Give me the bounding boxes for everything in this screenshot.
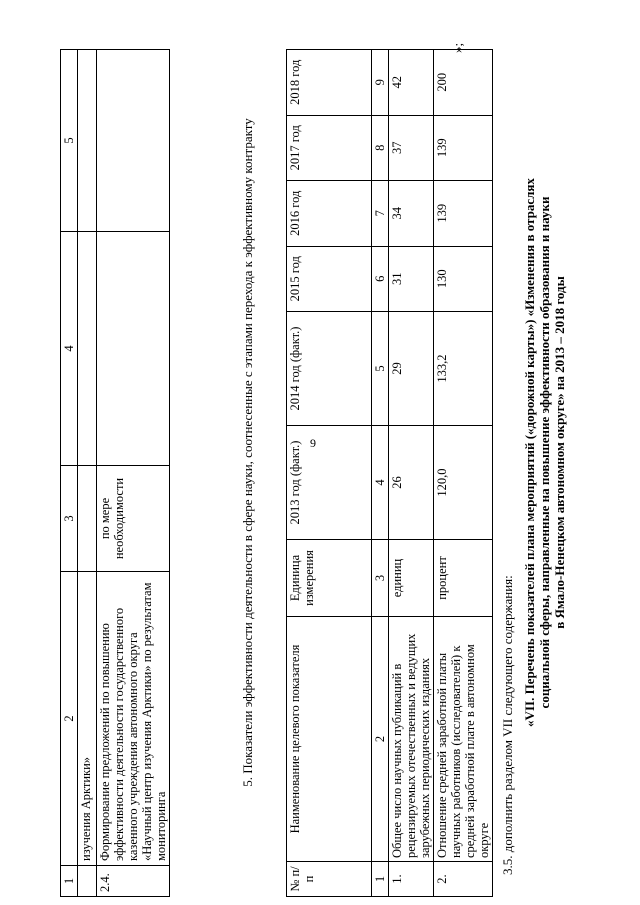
value-2018: 42	[389, 50, 434, 116]
col-number: 9	[372, 50, 389, 116]
cell-empty	[78, 866, 97, 897]
table-row	[97, 50, 170, 897]
section-vii-heading	[522, 0, 567, 905]
col-header-2018: 2018 год	[287, 50, 372, 116]
heading-line: социальной сферы, направленные на повышение эффективности образования и науки	[537, 196, 552, 709]
value-2013: 120,0	[434, 426, 493, 540]
cell-empty	[78, 232, 97, 466]
row-number: 2.	[434, 862, 493, 897]
amendment-paragraph: 3.5. дополнить разделом VII следующего содержания:	[500, 575, 515, 875]
col-number: 7	[372, 181, 389, 246]
indicator-name: Общее число научных публикаций в рецензируемых отечественных и ведущих зарубежных периодических изданиях	[389, 617, 434, 862]
cell-empty	[78, 466, 97, 572]
cell-empty	[78, 50, 97, 232]
col-header-4: 4	[61, 232, 78, 466]
value-2013: 26	[389, 426, 434, 540]
table-header-row	[287, 50, 372, 897]
column-numbers-row	[372, 50, 389, 897]
row-number: 1.	[389, 862, 434, 897]
activity-text: Формирование предложений по повышению эффективности деятельности государственного казенного учреждения автономного округа «Научный центр изучения Арктики» по результатам мониторинга	[97, 572, 170, 866]
col-number: 4	[372, 426, 389, 540]
col-header-2016: 2016 год	[287, 181, 372, 246]
table-header-row	[61, 50, 78, 897]
col-header-2015: 2015 год	[287, 246, 372, 311]
col-number: 6	[372, 246, 389, 311]
col-header-name: Наименование целевого показателя	[287, 617, 372, 862]
value-2014: 29	[389, 312, 434, 426]
section-title: 5. Показатели эффективности деятельности в сфере науки, соотнесенные с этапами перехода к эффективному контракту	[240, 118, 255, 787]
heading-line: в Ямало-Ненецком автономном округе» на 2013 – 2018 годы	[552, 276, 567, 629]
col-number: 3	[372, 540, 389, 617]
table-row	[434, 50, 493, 897]
value-2017: 139	[434, 115, 493, 180]
col-number: 2	[372, 617, 389, 862]
value-2016: 139	[434, 181, 493, 246]
activity-term: по мере необходимости	[97, 466, 170, 572]
col-number: 5	[372, 312, 389, 426]
col-header-2017: 2017 год	[287, 115, 372, 180]
table-row	[78, 50, 97, 897]
page-number: 9	[310, 436, 316, 450]
col-header-5: 5	[61, 50, 78, 232]
row-number: 2.4.	[97, 866, 170, 897]
indicator-unit: единиц	[389, 540, 434, 617]
col-header-num: № п/п	[287, 862, 372, 897]
col-number: 1	[372, 862, 389, 897]
continuation-text: изучения Арктики»	[78, 572, 97, 866]
value-2018: 200	[434, 50, 493, 116]
value-2015: 31	[389, 246, 434, 311]
col-header-3: 3	[61, 466, 78, 572]
closing-quote: »;	[450, 42, 465, 53]
col-header-2: 2	[61, 572, 78, 866]
indicators-table	[286, 49, 493, 897]
heading-line: «VII. Перечень показателей плана мероприятий («дорожной карты») «Изменения в отраслях	[522, 178, 537, 727]
value-2015: 130	[434, 246, 493, 311]
col-header-2013: 2013 год (факт.)	[287, 426, 372, 540]
col-header-2014: 2014 год (факт.)	[287, 312, 372, 426]
col-header-1: 1	[61, 866, 78, 897]
cell-empty	[97, 50, 170, 232]
value-2017: 37	[389, 115, 434, 180]
indicator-unit: процент	[434, 540, 493, 617]
table-row	[389, 50, 434, 897]
indicator-name: Отношение средней заработной платы научных работников (исследователей) к средней заработной плате в автономном округе	[434, 617, 493, 862]
activities-table	[60, 49, 170, 897]
value-2014: 133,2	[434, 312, 493, 426]
value-2016: 34	[389, 181, 434, 246]
col-number: 8	[372, 115, 389, 180]
col-header-unit: Единица измерения	[287, 540, 372, 617]
cell-empty	[97, 232, 170, 466]
